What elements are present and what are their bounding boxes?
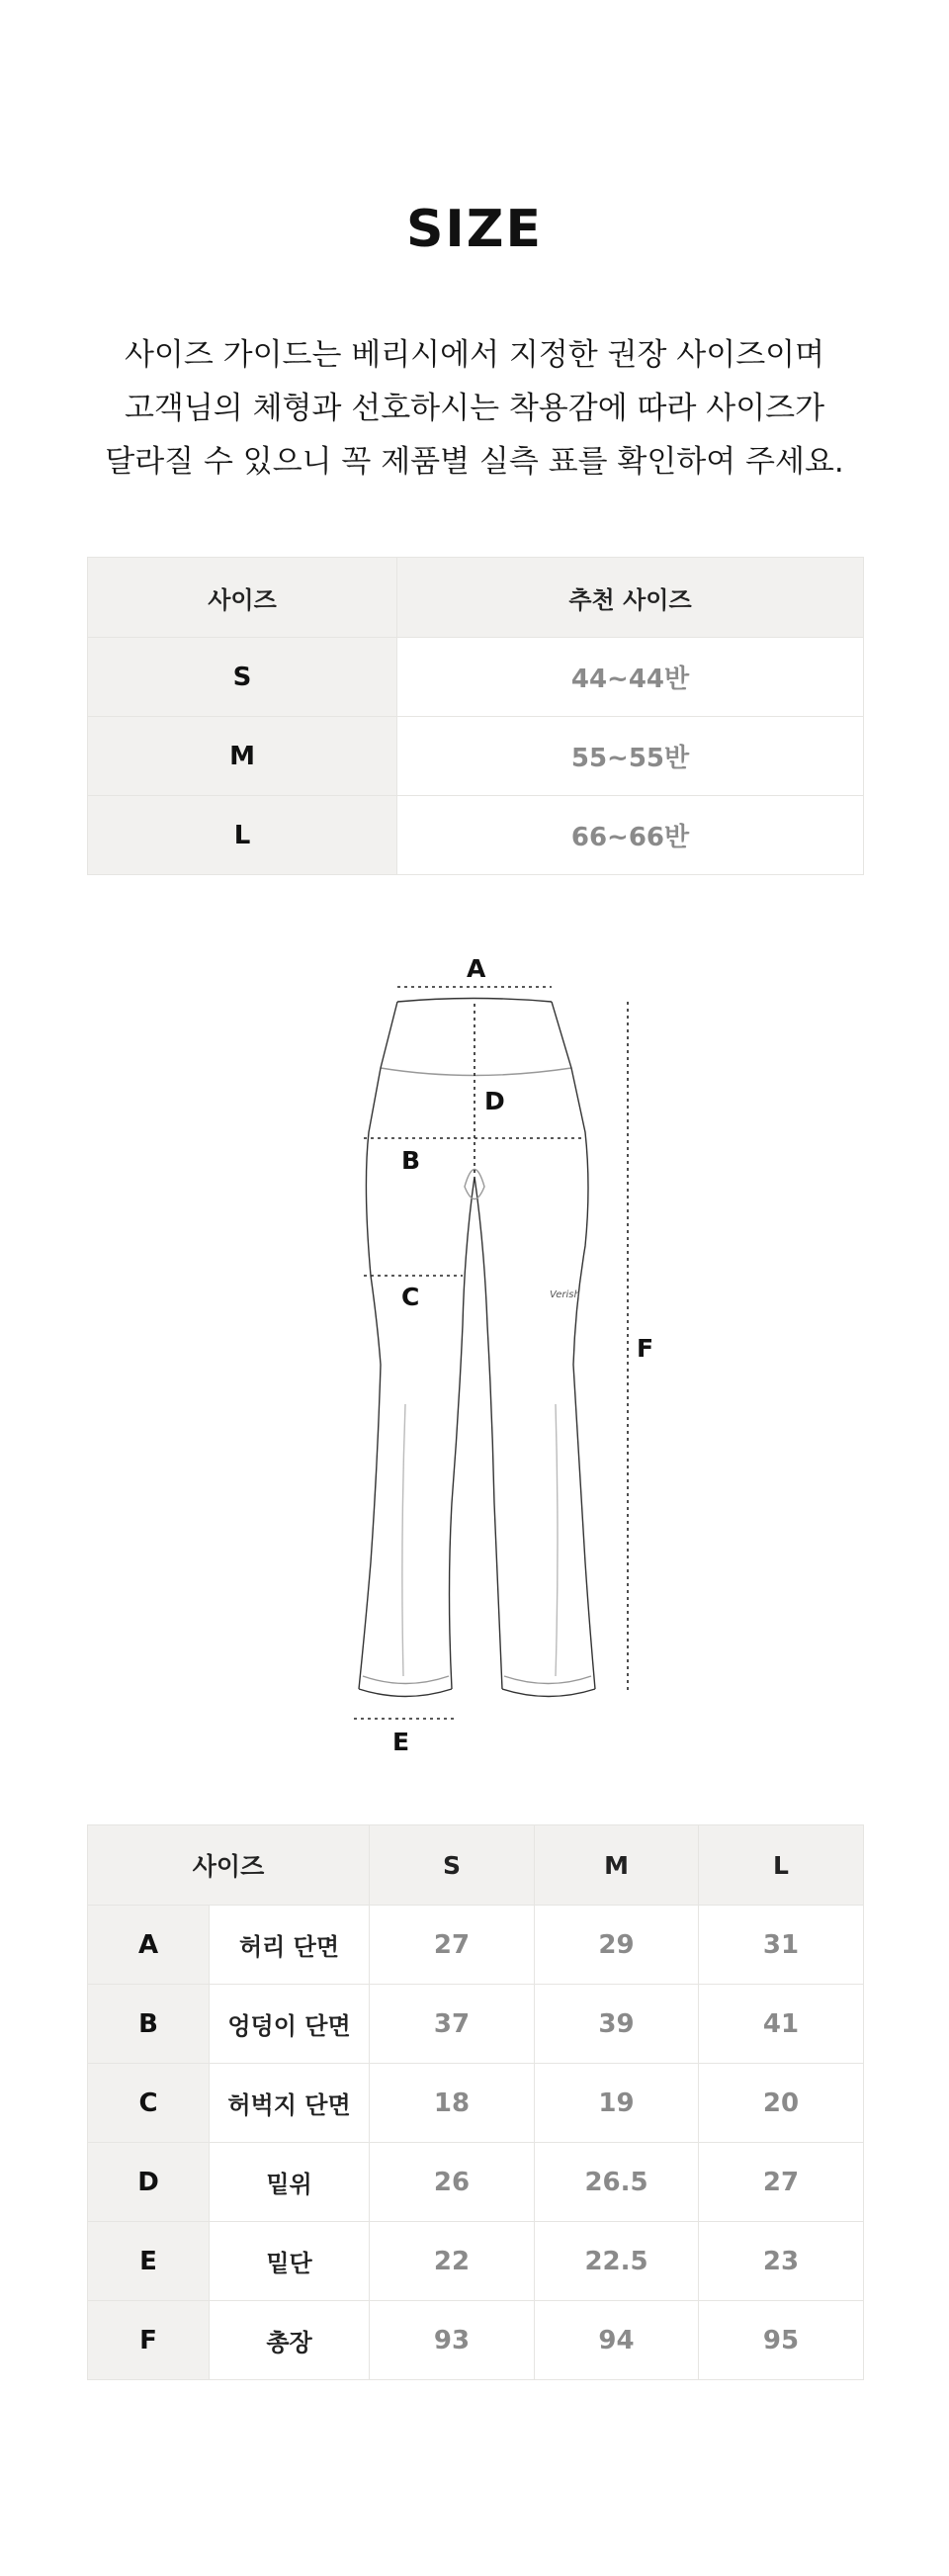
left-inseam [450, 1177, 475, 1689]
right-outseam [552, 1002, 595, 1689]
value-s: 27 [370, 1906, 535, 1985]
recommended-size: 55~55반 [397, 717, 864, 796]
measure-code: E [88, 2222, 210, 2301]
brand-logo: Verish [550, 1289, 580, 1300]
recommended-size-table [87, 557, 864, 875]
notice-line-3: 달라질 수 있으니 꼭 제품별 실측 표를 확인하여 주세요. [105, 444, 844, 480]
label-a: A [467, 954, 486, 983]
measure-code: C [88, 2064, 210, 2143]
right-inseam [474, 1177, 502, 1689]
notice-line-2: 고객님의 체형과 선호하시는 착용감에 따라 사이즈가 [124, 391, 825, 426]
table-row [88, 2143, 864, 2222]
measure-code: A [88, 1906, 210, 1985]
value-l: 27 [699, 2143, 864, 2222]
measurement-table [87, 1824, 864, 2380]
value-s: 37 [370, 1985, 535, 2064]
header-l: L [699, 1825, 864, 1906]
notice-line-1: 사이즈 가이드는 베리시에서 지정한 권장 사이즈이며 [124, 337, 825, 373]
size-label: S [88, 638, 397, 717]
waistband-seam [381, 1068, 571, 1076]
value-m: 26.5 [535, 2143, 699, 2222]
measure-part: 엉덩이 단면 [210, 1985, 370, 2064]
size-label: M [88, 717, 397, 796]
value-m: 29 [535, 1906, 699, 1985]
table-row [88, 717, 864, 796]
label-e: E [392, 1728, 410, 1756]
right-hem [502, 1689, 595, 1697]
measure-code: F [88, 2301, 210, 2380]
left-leg-seam [402, 1404, 405, 1676]
measure-part: 허리 단면 [210, 1906, 370, 1985]
right-hem-stitch [504, 1676, 591, 1684]
value-l: 31 [699, 1906, 864, 1985]
header-s: S [370, 1825, 535, 1906]
measure-code: B [88, 1985, 210, 2064]
table-header-row [88, 1825, 864, 1906]
measure-part: 총장 [210, 2301, 370, 2380]
recommended-size: 66~66반 [397, 796, 864, 875]
crotch-gusset [465, 1170, 484, 1199]
right-leg-seam [556, 1404, 558, 1676]
value-s: 22 [370, 2222, 535, 2301]
table-row [88, 1906, 864, 1985]
pants-measurement-diagram [326, 949, 662, 1760]
label-b: B [401, 1146, 421, 1175]
size-guide-notice [0, 328, 949, 489]
header-size: 사이즈 [88, 1825, 370, 1906]
flare-leggings-illustration [326, 949, 662, 1760]
value-l: 41 [699, 1985, 864, 2064]
value-m: 39 [535, 1985, 699, 2064]
table-row [88, 2064, 864, 2143]
value-s: 93 [370, 2301, 535, 2380]
header-size: 사이즈 [88, 558, 397, 638]
measure-part: 허벅지 단면 [210, 2064, 370, 2143]
label-f: F [637, 1334, 654, 1363]
measure-part: 밑위 [210, 2143, 370, 2222]
table-row [88, 2222, 864, 2301]
header-m: M [535, 1825, 699, 1906]
header-recommended-size: 추천 사이즈 [397, 558, 864, 638]
left-hem-stitch [363, 1676, 449, 1684]
value-l: 23 [699, 2222, 864, 2301]
table-row [88, 2301, 864, 2380]
value-l: 95 [699, 2301, 864, 2380]
page-title: SIZE [405, 200, 544, 259]
waistband-top [397, 999, 552, 1003]
value-m: 19 [535, 2064, 699, 2143]
label-c: C [401, 1283, 420, 1311]
value-m: 94 [535, 2301, 699, 2380]
size-label: L [88, 796, 397, 875]
measure-code: D [88, 2143, 210, 2222]
value-m: 22.5 [535, 2222, 699, 2301]
value-l: 20 [699, 2064, 864, 2143]
value-s: 18 [370, 2064, 535, 2143]
label-d: D [484, 1087, 505, 1115]
table-header-row [88, 558, 864, 638]
table-row [88, 1985, 864, 2064]
table-row [88, 638, 864, 717]
measure-part: 밑단 [210, 2222, 370, 2301]
table-row [88, 796, 864, 875]
left-hem [359, 1689, 452, 1697]
recommended-size: 44~44반 [397, 638, 864, 717]
left-outseam [359, 1002, 397, 1689]
value-s: 26 [370, 2143, 535, 2222]
